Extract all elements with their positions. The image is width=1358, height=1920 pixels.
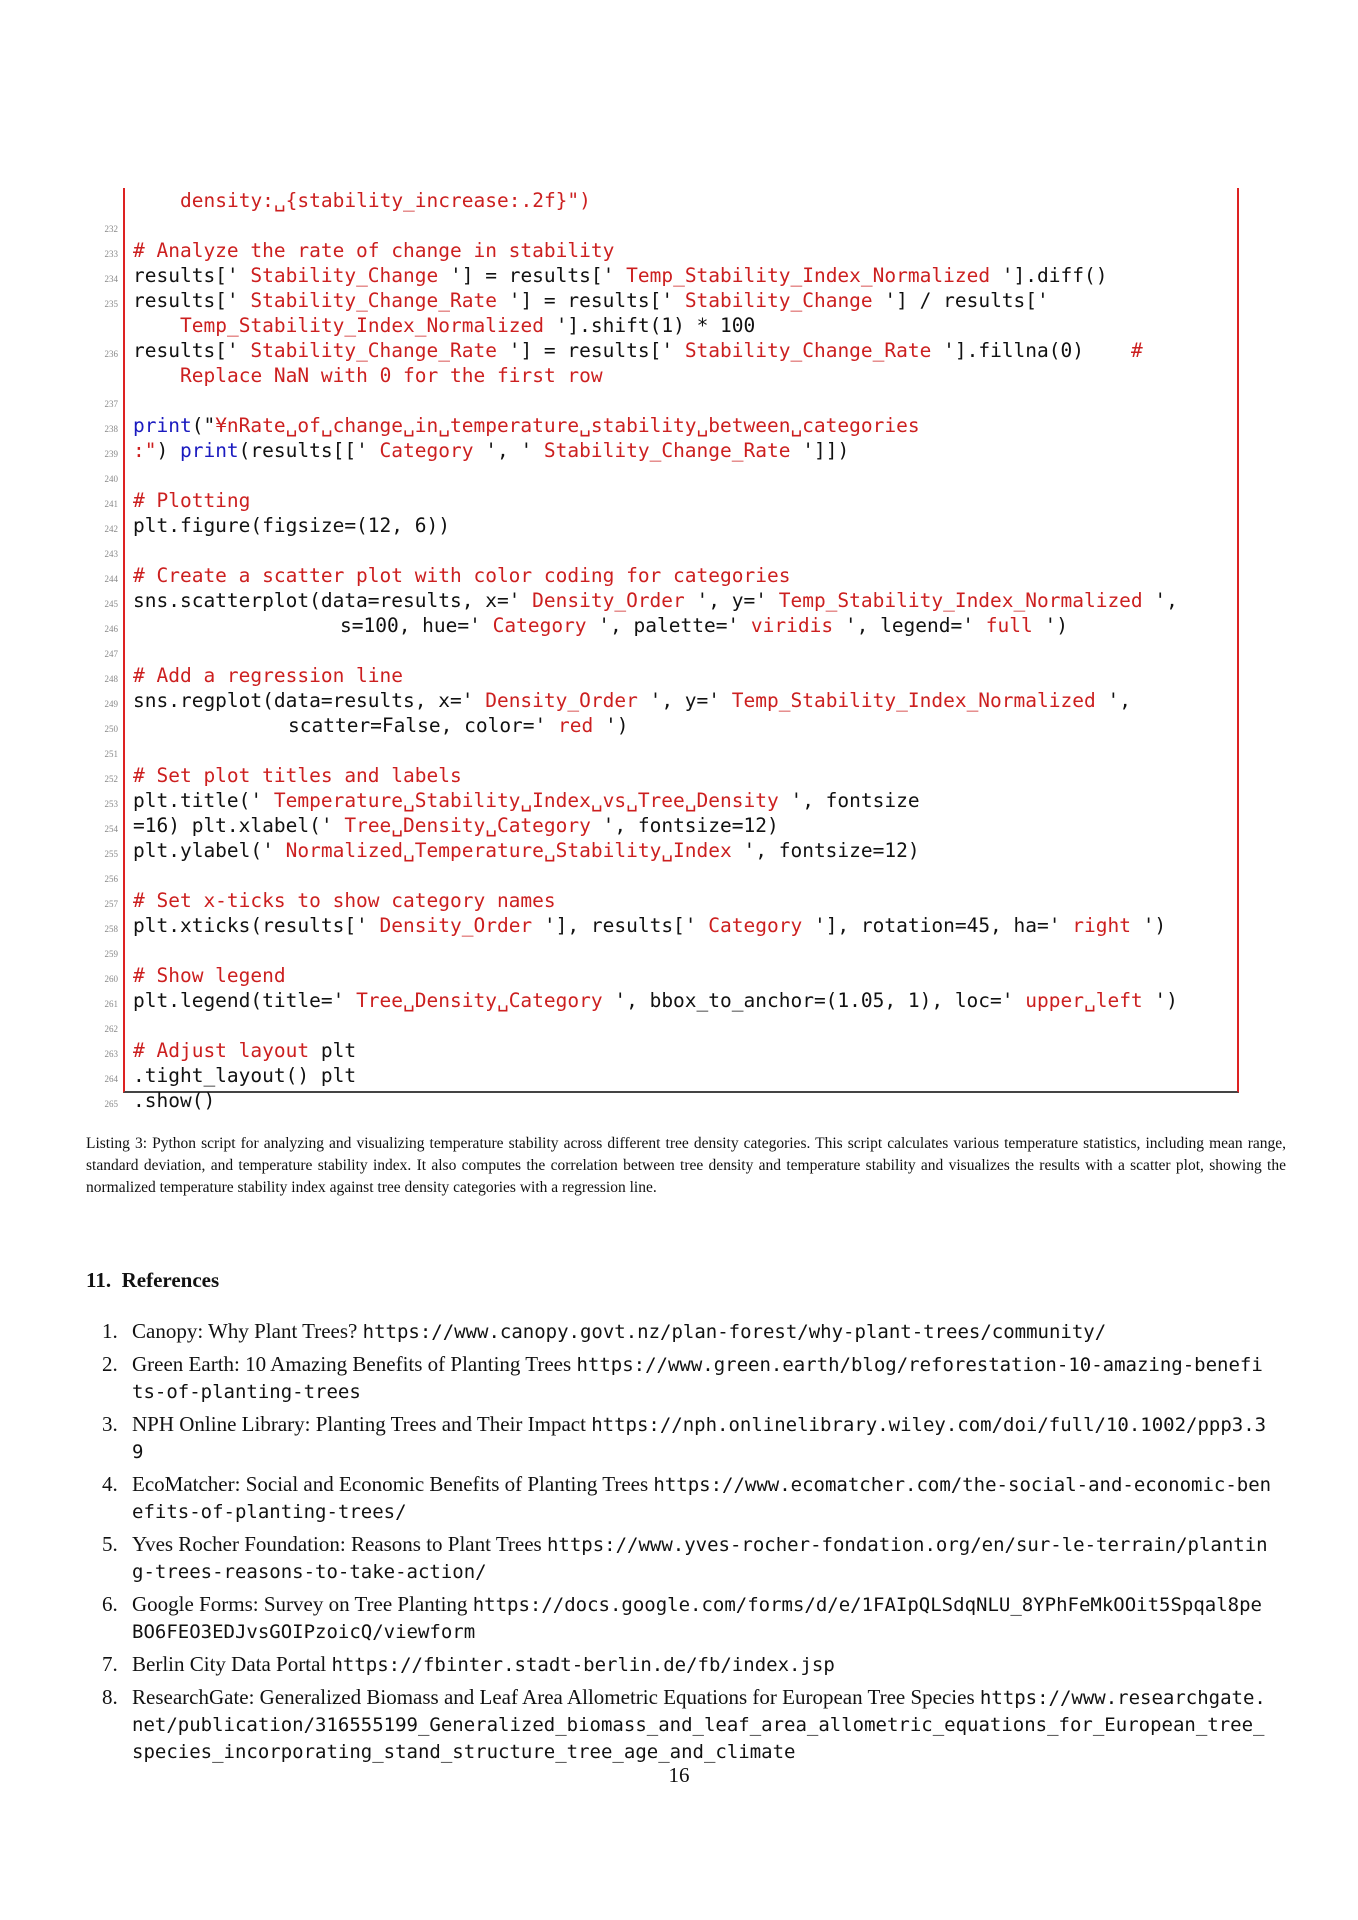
code-line	[96, 388, 1246, 413]
reference-number: 6.	[102, 1592, 118, 1616]
code-token: ', '	[485, 439, 533, 462]
reference-title: ResearchGate: Generalized Biomass and Leaf Area Allometric Equations for European Tree Species	[132, 1685, 980, 1709]
line-number: 251	[104, 749, 118, 759]
code-comment: # Analyze the rate of change in stability	[133, 239, 615, 262]
code-token: (results[['	[238, 439, 368, 462]
code-string: Stability_Change	[238, 264, 450, 287]
code-comment: # Plotting	[133, 489, 251, 512]
line-number: 233	[104, 249, 118, 259]
code-string: Tree␣Density␣Category	[332, 814, 603, 837]
code-token: '], results['	[543, 914, 697, 937]
reference-number: 3.	[102, 1412, 118, 1436]
line-number: 241	[104, 499, 118, 509]
code-token: =16) plt.xlabel('	[133, 814, 333, 837]
code-token: scatter=False, color='	[288, 714, 547, 737]
code-token: '].fillna(0)	[943, 339, 1131, 362]
line-number: 250	[104, 724, 118, 734]
code-string: Density_Order	[367, 914, 544, 937]
code-string: Stability_Change_Rate	[238, 339, 509, 362]
line-number: 244	[104, 574, 118, 584]
listing-caption: Listing 3: Python script for analyzing and visualizing temperature stability across different tree density categories. This script calculates various temperature statistics, including mean range, standard deviation, and temperature stability index. It also computes the correlation between tree density and temperature stability and visualizes the results with a scatter plot, showing the normalized temperature stability index against tree density categories with a regression line.	[86, 1135, 1286, 1196]
line-number: 254	[104, 824, 118, 834]
reference-title: Canopy: Why Plant Trees?	[132, 1319, 363, 1343]
line-number: 237	[104, 399, 118, 409]
reference-title: Google Forms: Survey on Tree Planting	[132, 1592, 473, 1616]
code-token: plt.figure(figsize=(12, 6))	[133, 514, 450, 537]
code-token: plt.xticks(results['	[133, 914, 368, 937]
code-text	[180, 188, 591, 213]
code-token: plt	[320, 1039, 357, 1062]
reference-link[interactable]: https://www.canopy.govt.nz/plan-forest/why-plant-trees/community/	[362, 1321, 1107, 1343]
code-string: :"	[133, 439, 157, 462]
code-token: '].shift(1) * 100	[555, 314, 756, 337]
code-token: ', fontsize=12)	[602, 814, 779, 837]
reference-link[interactable]: https://fbinter.stadt-berlin.de/fb/index.jsp	[331, 1654, 835, 1676]
code-line	[96, 738, 1246, 763]
code-token: '] = results['	[450, 264, 615, 287]
reference-item	[102, 1471, 1272, 1525]
code-line	[96, 1088, 1246, 1113]
code-string: right	[1060, 914, 1143, 937]
line-number: 240	[104, 474, 118, 484]
code-line	[96, 913, 1246, 938]
code-line	[96, 563, 1246, 588]
reference-body	[132, 1531, 1272, 1585]
code-comment: # Set x-ticks to show category names	[133, 889, 556, 912]
code-string: full	[974, 614, 1045, 637]
code-text	[133, 1063, 356, 1088]
reference-body	[132, 1591, 1272, 1645]
code-line	[96, 863, 1246, 888]
code-line	[96, 638, 1246, 663]
code-token: results['	[133, 289, 239, 312]
code-token: ', fontsize=12)	[743, 839, 920, 862]
code-line	[96, 488, 1246, 513]
reference-item	[102, 1411, 1272, 1465]
code-keyword: print	[133, 414, 192, 437]
code-line	[96, 513, 1246, 538]
code-token: '], rotation=45, ha='	[813, 914, 1061, 937]
code-token: ', legend='	[844, 614, 974, 637]
line-number: 265	[104, 1099, 118, 1109]
code-string: Stability_Change_Rate	[532, 439, 803, 462]
code-string: red	[546, 714, 605, 737]
reference-link[interactable]: https://nph.onlinelibrary.wiley.com/doi/full/10.1002/ppp3.39	[132, 1414, 1267, 1463]
code-line	[96, 538, 1246, 563]
code-text	[133, 263, 1107, 288]
code-string: density:␣{stability_increase:.2f}")	[180, 189, 591, 212]
reference-number: 8.	[102, 1685, 118, 1709]
code-text	[180, 313, 755, 338]
code-text	[180, 363, 603, 388]
reference-body	[132, 1684, 1272, 1765]
code-string: Stability_Change	[673, 289, 885, 312]
code-token: plt.legend(title='	[133, 989, 345, 1012]
reference-title: EcoMatcher: Social and Economic Benefits of Planting Trees	[132, 1472, 654, 1496]
code-string: Stability_Change_Rate	[238, 289, 509, 312]
code-string: Temperature␣Stability␣Index␣vs␣Tree␣Density	[262, 789, 791, 812]
reference-number: 2.	[102, 1352, 118, 1376]
code-token: ',	[1154, 589, 1178, 612]
code-text	[340, 613, 1068, 638]
code-line	[96, 1038, 1246, 1063]
code-line	[96, 588, 1246, 613]
code-token: ("	[191, 414, 216, 437]
code-token: results['	[133, 264, 239, 287]
line-number: 249	[104, 699, 118, 709]
line-number: 236	[104, 349, 118, 359]
code-token: ')	[1044, 614, 1068, 637]
code-string: Category	[480, 614, 599, 637]
code-string: Temp_Stability_Index_Normalized	[766, 589, 1155, 612]
code-text	[133, 813, 779, 838]
code-text	[133, 338, 1143, 363]
code-token: ', y='	[649, 689, 721, 712]
code-comment: # Create a scatter plot with color coding for categories	[133, 564, 791, 587]
reference-number: 4.	[102, 1472, 118, 1496]
reference-title: Berlin City Data Portal	[132, 1652, 332, 1676]
code-token: results['	[133, 339, 239, 362]
code-line	[96, 463, 1246, 488]
reference-link[interactable]: https://docs.google.com/forms/d/e/1FAIpQLSdqNLU_8YPhFeMkOOit5Spqal8peBO6FEO3EDJvsGOIPzoicQ/viewform	[132, 1594, 1262, 1643]
code-text	[133, 763, 462, 788]
code-line	[96, 338, 1246, 363]
code-token: ', y='	[696, 589, 767, 612]
code-text	[133, 888, 556, 913]
reference-link[interactable]: https://www.ecomatcher.com/the-social-and-economic-benefits-of-planting-trees/	[132, 1474, 1272, 1523]
code-line	[96, 1013, 1246, 1038]
page-number: 16	[668, 1763, 690, 1787]
line-number: 255	[104, 849, 118, 859]
reference-title: Green Earth: 10 Amazing Benefits of Planting Trees	[132, 1352, 577, 1376]
code-text	[133, 1038, 356, 1063]
code-comment: # Set plot titles and labels	[133, 764, 462, 787]
code-token: )	[156, 439, 180, 462]
code-text	[133, 238, 614, 263]
line-number: 238	[104, 424, 118, 434]
code-line	[96, 888, 1246, 913]
code-keyword: print	[179, 439, 239, 462]
reference-item	[102, 1318, 1272, 1345]
code-text	[133, 963, 286, 988]
code-comment: # Adjust layout	[133, 1039, 321, 1062]
code-token: sns.scatterplot(data=results, x='	[133, 589, 521, 612]
code-token: .show()	[133, 1089, 216, 1112]
reference-body	[132, 1471, 1272, 1525]
code-text	[133, 413, 920, 438]
code-line	[96, 763, 1246, 788]
code-string: upper␣left	[1013, 989, 1155, 1012]
code-string: Density_Order	[473, 689, 650, 712]
code-listing	[96, 188, 1246, 1113]
line-number: 246	[104, 624, 118, 634]
reference-item	[102, 1651, 1272, 1678]
code-line	[96, 838, 1246, 863]
code-token: ')	[1142, 914, 1167, 937]
reference-body	[132, 1411, 1272, 1465]
code-token: ')	[604, 714, 629, 737]
code-line	[96, 613, 1246, 638]
code-line	[96, 363, 1246, 388]
code-line	[96, 313, 1246, 338]
reference-body	[132, 1318, 1272, 1345]
reference-item	[102, 1684, 1272, 1765]
code-text	[133, 988, 1178, 1013]
section-title: References	[121, 1268, 220, 1292]
code-line	[96, 688, 1246, 713]
code-string: Normalized␣Temperature␣Stability␣Index	[273, 839, 744, 862]
line-number: 245	[104, 599, 118, 609]
code-string: Temp_Stability_Index_Normalized	[614, 264, 1002, 287]
code-token: ')	[1154, 989, 1178, 1012]
code-string: Temp_Stability_Index_Normalized	[180, 314, 556, 337]
line-number: 232	[104, 224, 118, 234]
code-text	[133, 663, 403, 688]
code-text	[133, 488, 250, 513]
code-text	[133, 563, 790, 588]
code-text	[133, 1088, 215, 1113]
code-token: ',	[1107, 689, 1131, 712]
code-line	[96, 963, 1246, 988]
code-string: Temp_Stability_Index_Normalized	[720, 689, 1108, 712]
line-number: 247	[104, 649, 118, 659]
line-number: 263	[104, 1049, 118, 1059]
code-line	[96, 288, 1246, 313]
reference-link[interactable]: https://www.researchgate.net/publication/316555199_Generalized_biomass_and_leaf_area_allometric_equations_for_European_tree_species_incorporating_stand_structure_tree_age_and_climate	[132, 1687, 1266, 1763]
line-number: 235	[104, 299, 118, 309]
code-string: Category	[696, 914, 814, 937]
line-number: 243	[104, 549, 118, 559]
line-number: 239	[104, 449, 118, 459]
code-comment: # Add a regression line	[133, 664, 404, 687]
reference-list	[102, 1318, 1272, 1771]
reference-item	[102, 1591, 1272, 1645]
reference-body	[132, 1351, 1272, 1405]
line-number: 242	[104, 524, 118, 534]
reference-item	[102, 1351, 1272, 1405]
line-number: 253	[104, 799, 118, 809]
line-number: 257	[104, 899, 118, 909]
code-line	[96, 438, 1246, 463]
code-text	[288, 713, 628, 738]
code-line	[96, 238, 1246, 263]
line-number: 264	[104, 1074, 118, 1084]
code-token: ', fontsize	[790, 789, 920, 812]
line-number: 256	[104, 874, 118, 884]
line-number: 252	[104, 774, 118, 784]
code-token: ']])	[802, 439, 850, 462]
code-text	[133, 588, 1178, 613]
reference-title: NPH Online Library: Planting Trees and Their Impact	[132, 1412, 592, 1436]
code-comment: #	[1130, 339, 1143, 362]
code-line	[96, 263, 1246, 288]
section-number: 11.	[86, 1268, 112, 1292]
code-line	[96, 663, 1246, 688]
code-string: Density_Order	[520, 589, 697, 612]
line-number: 234	[104, 274, 118, 284]
code-text	[133, 788, 920, 813]
code-string: Tree␣Density␣Category	[344, 989, 615, 1012]
code-token: ', bbox_to_anchor=(1.05, 1), loc='	[614, 989, 1014, 1012]
code-text	[133, 513, 450, 538]
code-line	[96, 213, 1246, 238]
line-number: 259	[104, 949, 118, 959]
code-text	[133, 288, 1049, 313]
code-comment: # Show legend	[133, 964, 286, 987]
code-line	[96, 413, 1246, 438]
code-token: '] / results['	[884, 289, 1049, 312]
code-text	[133, 438, 849, 463]
code-token: ', palette='	[598, 614, 740, 637]
line-number: 261	[104, 999, 118, 1009]
code-text	[133, 838, 920, 863]
code-token: .tight_layout() plt	[133, 1064, 357, 1087]
code-text	[133, 688, 1131, 713]
code-line	[96, 813, 1246, 838]
code-token: plt.ylabel('	[133, 839, 274, 862]
code-line	[96, 938, 1246, 963]
reference-number: 5.	[102, 1532, 118, 1556]
code-comment: Replace NaN with 0 for the first row	[180, 364, 603, 387]
code-token: '] = results['	[508, 339, 674, 362]
line-number: 260	[104, 974, 118, 984]
reference-link[interactable]: https://www.yves-rocher-fondation.org/en/sur-le-terrain/planting-trees-reasons-to-take-action/	[132, 1534, 1268, 1583]
code-text	[133, 913, 1166, 938]
line-number: 248	[104, 674, 118, 684]
code-token: '].diff()	[1001, 264, 1108, 287]
line-number: 262	[104, 1024, 118, 1034]
reference-title: Yves Rocher Foundation: Reasons to Plant Trees	[132, 1532, 547, 1556]
reference-link[interactable]: https://www.green.earth/blog/reforestation-10-amazing-benefits-of-planting-trees	[132, 1354, 1263, 1403]
code-token: plt.title('	[133, 789, 263, 812]
code-string: ¥nRate␣of␣change␣in␣temperature␣stability␣between␣categories	[215, 414, 920, 437]
code-string: Category	[367, 439, 486, 462]
code-line	[96, 713, 1246, 738]
code-line	[96, 1063, 1246, 1088]
code-token: '] = results['	[508, 289, 674, 312]
code-string: viridis	[739, 614, 845, 637]
reference-number: 1.	[102, 1319, 118, 1343]
code-line	[96, 788, 1246, 813]
line-number: 258	[104, 924, 118, 934]
code-line	[96, 188, 1246, 213]
code-token: sns.regplot(data=results, x='	[133, 689, 474, 712]
reference-number: 7.	[102, 1652, 118, 1676]
reference-item	[102, 1531, 1272, 1585]
code-line	[96, 988, 1246, 1013]
code-string: Stability_Change_Rate	[673, 339, 944, 362]
reference-body	[132, 1651, 1272, 1678]
section-heading	[86, 1268, 219, 1293]
code-token: s=100, hue='	[340, 614, 481, 637]
